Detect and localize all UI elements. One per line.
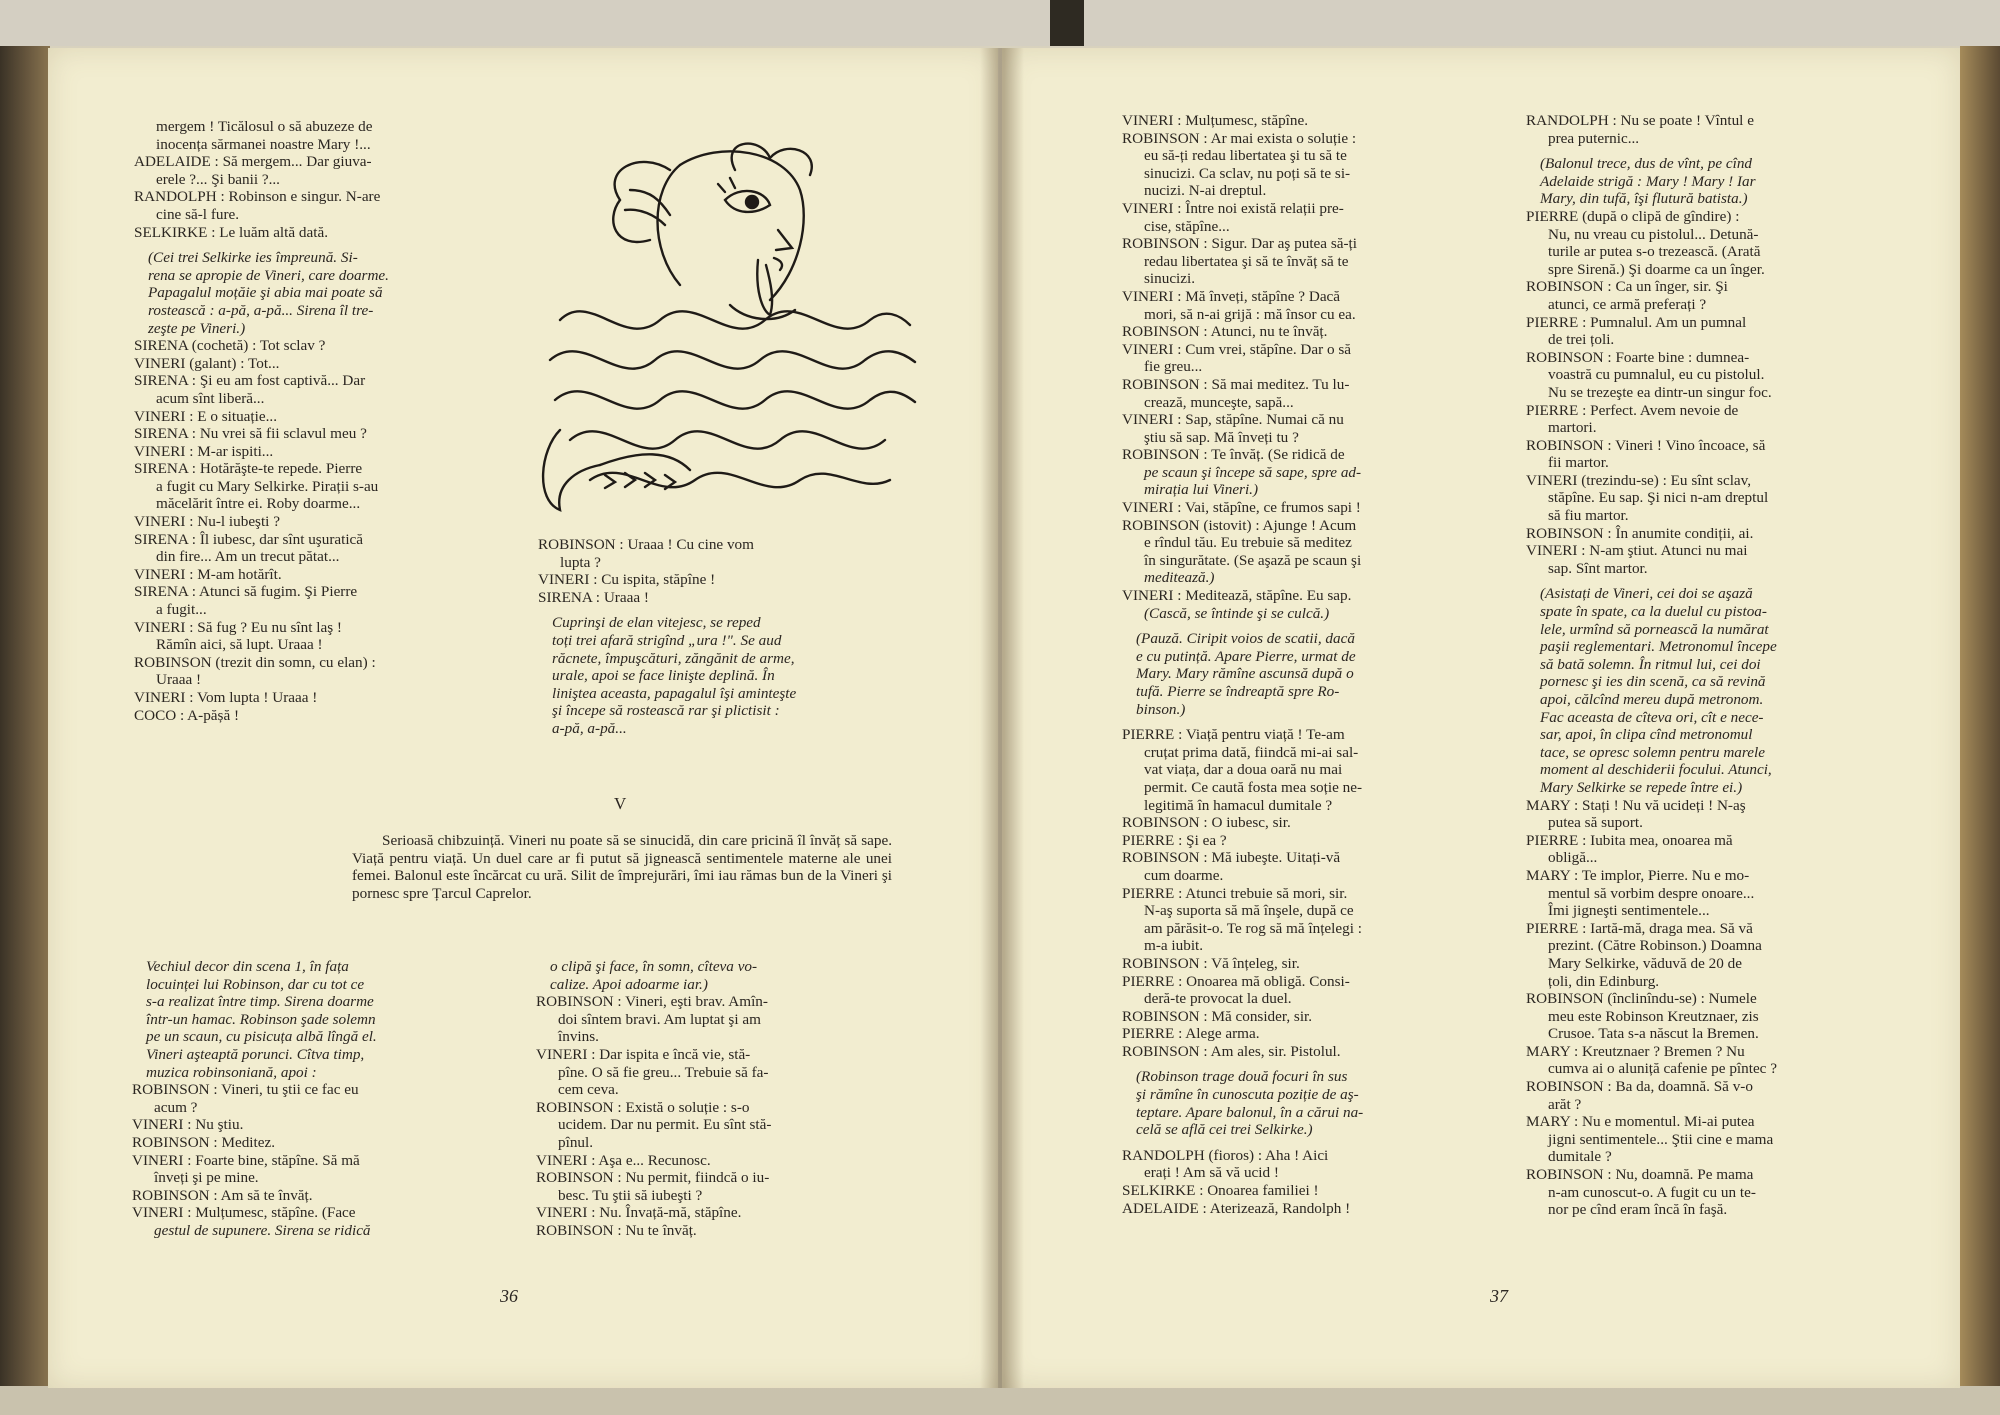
- dialogue-line: VINERI : Dar ispita e încă vie, stă-: [536, 1045, 751, 1063]
- dialogue-line: cum doarme.: [1144, 866, 1224, 884]
- dialogue-line: VINERI : M-ar ispiti...: [134, 442, 274, 460]
- stage-direction-line: şi începe să rostească rar şi plictisit :: [552, 702, 780, 720]
- dialogue-line: ROBINSON : Mă iubeşte. Uitați-vă: [1122, 849, 1341, 867]
- stage-direction-line: pe un scaun, cu pisicuța albă lîngă el.: [146, 1028, 377, 1046]
- stage-direction-line: spate în spate, ca la duelul cu pistoa-: [1540, 603, 1767, 621]
- dialogue-line: SIRENA : Atunci să fugim. Şi Pierre: [134, 583, 358, 601]
- dialogue-line: VINERI : Sap, stăpîne. Numai că nu: [1122, 411, 1344, 429]
- dialogue-line: acum ?: [154, 1098, 198, 1116]
- dialogue-line: PIERRE : Şi ea ?: [1122, 831, 1227, 849]
- stage-direction-line: celă se află cei trei Selkirke.): [1136, 1121, 1313, 1139]
- dialogue-line: redau libertatea şi să te învăț să te: [1144, 252, 1349, 270]
- dialogue-line: Nu, nu vreau cu pistolul... Detună-: [1548, 225, 1759, 243]
- dialogue-line: PIERRE : Viață pentru viață ! Te-am: [1122, 726, 1345, 744]
- dialogue-line: ROBINSON (înclinîndu-se) : Numele: [1526, 990, 1757, 1008]
- dialogue-line: obligă...: [1548, 849, 1598, 867]
- book-cover-right: [1960, 46, 2000, 1386]
- dialogue-line: SELKIRKE : Le luăm altă dată.: [134, 223, 329, 241]
- dialogue-line: n-am cunoscut-o. A fugit cu un te-: [1548, 1183, 1756, 1201]
- dialogue-line: ROBINSON : Te învăț. (Se ridică de: [1122, 446, 1345, 464]
- top-strip: [0, 0, 2000, 46]
- stage-direction-line: lele, urmînd să pornească la numărat: [1540, 620, 1769, 638]
- dialogue-line: înveți şi pe mine.: [154, 1169, 259, 1187]
- dialogue-line: MARY : Stați ! Nu vă ucideți ! N-aş: [1526, 796, 1746, 814]
- dialogue-line: ROBINSON : Foarte bine : dumnea-: [1526, 348, 1750, 366]
- dialogue-line: VINERI : Aşa e... Recunosc.: [536, 1151, 711, 1169]
- dialogue-line: VINERI : Nu. Învață-mă, stăpîne.: [536, 1204, 742, 1222]
- stage-direction-line: (Robinson trage două focuri în sus: [1136, 1068, 1348, 1086]
- stage-direction-line: moment al deschiderii focului. Atunci,: [1540, 761, 1772, 779]
- dialogue-line: MARY : Te implor, Pierre. Nu e mo-: [1526, 866, 1750, 884]
- dialogue-line: ROBINSON : Vă înțeleg, sir.: [1122, 954, 1300, 972]
- dialogue-line: ROBINSON : Uraaa ! Cu cine vom: [538, 536, 754, 553]
- stage-direction-line: rena se apropie de Vineri, care doarme.: [148, 266, 389, 284]
- stage-direction-line: locuinței lui Robinson, dar cu tot ce: [146, 975, 365, 993]
- dialogue-line: SELKIRKE : Onoarea familiei !: [1122, 1182, 1319, 1200]
- dialogue-line: în singurătate. (Se aşază pe scaun şi: [1144, 551, 1362, 569]
- spacer: [134, 241, 489, 249]
- dialogue-line: legitimă în hamacul dumitale ?: [1144, 796, 1333, 814]
- dialogue-line: putea să suport.: [1548, 814, 1643, 832]
- dialogue-line: SIRENA : Hotărăşte-te repede. Pierre: [134, 460, 363, 478]
- dialogue-line: lupta ?: [560, 553, 601, 571]
- dialogue-line: ROBINSON : Vineri, tu ştii ce fac eu: [132, 1081, 359, 1099]
- stage-direction-line: liniştea aceasta, papagalul îşi aminteşte: [552, 684, 797, 702]
- dialogue-line: turile ar putea s-o trezească. (Arată: [1548, 243, 1761, 261]
- dialogue-line: VINERI : Vai, stăpîne, ce frumos sapi !: [1122, 499, 1361, 517]
- stage-direction-line: apoi, călcînd mereu după metronom.: [1540, 691, 1764, 708]
- left-column-1-bottom: [132, 958, 484, 1240]
- stage-direction-line: e cu putință. Apare Pierre, urmat de: [1136, 647, 1356, 665]
- spacer: [1122, 1060, 1474, 1068]
- dialogue-line: PIERRE : Pumnalul. Am un pumnal: [1526, 313, 1747, 331]
- dialogue-line: cruțat prima dată, fiindcă mi-ai sal-: [1144, 743, 1359, 761]
- stage-direction-line: urale, apoi se face linişte deplină. În: [552, 667, 775, 685]
- stage-direction-line: (Asistați de Vineri, cei doi se aşază: [1540, 585, 1753, 603]
- dialogue-line: stăpîne. Eu sap. Şi nici n-am dreptul: [1548, 489, 1769, 507]
- dialogue-line: să fiu martor.: [1548, 507, 1629, 525]
- dialogue-line: fii martor.: [1548, 454, 1609, 472]
- stage-direction-line: Vineri aşteaptă porunci. Cîtva timp,: [146, 1045, 365, 1063]
- dialogue-line: ROBINSON : Ba da, doamnă. Să v-o: [1526, 1078, 1753, 1096]
- stage-direction-line: sar, apoi, în clipa cînd metronomul: [1540, 726, 1753, 744]
- stage-direction-line: rostească : a-pă, a-pă... Sirena îl tre-: [148, 301, 374, 319]
- stage-direction-line: (Balonul trece, dus de vînt, pe cînd: [1540, 155, 1753, 173]
- stage-direction-line: Cuprinşi de elan vitejesc, se reped: [552, 614, 761, 632]
- left-column-2-top: [538, 536, 890, 738]
- dialogue-line: ROBINSON : Am să te învăț.: [132, 1186, 313, 1204]
- left-column-2-bottom: [536, 958, 888, 1240]
- dialogue-line: (Cască, se întinde şi se culcă.): [1144, 604, 1330, 622]
- dialogue-line: jigni sentimentele... Ştii cine e mama: [1548, 1130, 1774, 1148]
- dialogue-line: cumva ai o aluniță cafenie pe pîntec ?: [1548, 1060, 1777, 1078]
- dialogue-line: SIRENA : Uraaa !: [538, 588, 649, 606]
- dialogue-line: VINERI : N-am ştiut. Atunci nu mai: [1526, 542, 1748, 560]
- dialogue-line: VINERI : E o situație...: [134, 407, 277, 425]
- dialogue-line: atunci, ce armă preferați ?: [1548, 295, 1707, 313]
- dialogue-line: vat viața, dar a doua oară nu mai: [1144, 761, 1343, 779]
- dialogue-line: VINERI : Cu ispita, stăpîne !: [538, 571, 716, 589]
- spacer: [1526, 577, 1878, 585]
- stage-direction-line: să bată solemn. În ritmul lui, cei doi: [1540, 655, 1761, 673]
- dialogue-line: gestul de supunere. Sirena se ridică: [154, 1221, 371, 1239]
- dialogue-line: ROBINSON : Am ales, sir. Pistolul.: [1122, 1042, 1341, 1060]
- dialogue-line: RANDOLPH : Robinson e singur. N-are: [134, 188, 381, 206]
- dialogue-line: SIRENA : Nu vrei să fii sclavul meu ?: [134, 425, 367, 443]
- right-column-1: [1122, 112, 1474, 1217]
- dialogue-line: erați ! Am să vă ucid !: [1144, 1164, 1279, 1182]
- book-spine: [1050, 0, 1084, 46]
- dialogue-line: RANDOLPH : Nu se poate ! Vîntul e: [1526, 112, 1754, 129]
- stage-direction-line: tufă. Pierre se îndreaptă spre Ro-: [1136, 683, 1340, 700]
- dialogue-line: VINERI : Mulțumesc, stăpîne. (Face: [132, 1204, 356, 1222]
- dialogue-line: prezint. (Către Robinson.) Doamna: [1548, 937, 1762, 955]
- stage-direction-line: într-un hamac. Robinson şade solemn: [146, 1010, 376, 1028]
- dialogue-line: pîne. O să fie greu... Trebuie să fa-: [558, 1063, 769, 1081]
- dialogue-line: ucidem. Dar nu permit. Eu sînt stă-: [558, 1116, 772, 1134]
- dialogue-line: mergem ! Ticălosul o să abuzeze de: [156, 118, 373, 135]
- stage-direction-line: (Cei trei Selkirke ies împreună. Si-: [148, 249, 358, 267]
- spacer: [1122, 622, 1474, 630]
- dialogue-line: MARY : Nu e momentul. Mi-ai putea: [1526, 1113, 1755, 1131]
- dialogue-line: PIERRE : Atunci trebuie să mori, sir.: [1122, 884, 1348, 902]
- stage-direction-line: a-pă, a-pă...: [552, 719, 627, 737]
- dialogue-line: cem ceva.: [558, 1081, 619, 1099]
- dialogue-line: m-a iubit.: [1144, 937, 1204, 955]
- dialogue-line: martori.: [1548, 419, 1597, 437]
- dialogue-line: ROBINSON : În anumite condiții, ai.: [1526, 524, 1754, 542]
- page-number-left: 36: [500, 1286, 518, 1306]
- dialogue-line: de trei țoli.: [1548, 331, 1615, 349]
- stage-direction-line: Mary Selkirke se repede între ei.): [1540, 778, 1743, 796]
- dialogue-line: acum sînt liberă...: [156, 389, 265, 407]
- dialogue-line: VINERI : Mulțumesc, stăpîne.: [1122, 112, 1309, 129]
- dialogue-line: a fugit cu Mary Selkirke. Pirații s-au: [156, 477, 379, 495]
- stage-direction-line: tace, se opresc solemn pentru marele: [1540, 743, 1765, 761]
- dialogue-line: doi sîntem bravi. Am luptat şi am: [558, 1010, 761, 1028]
- dialogue-line: a fugit...: [156, 601, 207, 619]
- stage-direction-line: pornesc şi ies din scenă, ca să revină: [1540, 673, 1766, 691]
- dialogue-line: ROBINSON (istovit) : Ajunge ! Acum: [1122, 516, 1357, 534]
- dialogue-line: deră-te provocat la duel.: [1144, 990, 1292, 1008]
- dialogue-line: dumitale ?: [1548, 1148, 1612, 1166]
- section-number: V: [614, 794, 627, 813]
- dialogue-line: ROBINSON : Nu te învăț.: [536, 1221, 697, 1239]
- book-cover-left: [0, 46, 50, 1386]
- dialogue-line: ROBINSON : Nu, doamnă. Pe mama: [1526, 1166, 1754, 1184]
- dialogue-line: ADELAIDE : Să mergem... Dar giuva-: [134, 153, 372, 171]
- dialogue-line: VINERI : Cum vrei, stăpîne. Dar o să: [1122, 340, 1352, 358]
- dialogue-line: PIERRE : Perfect. Avem nevoie de: [1526, 401, 1739, 419]
- dialogue-line: VINERI : Să fug ? Eu nu sînt laş !: [134, 618, 342, 636]
- dialogue-line: pe scaun şi începe să sape, spre ad-: [1144, 463, 1362, 481]
- dialogue-line: pînul.: [558, 1133, 594, 1151]
- dialogue-line: PIERRE : Iubita mea, onoarea mă: [1526, 831, 1733, 849]
- dialogue-line: VINERI : Nu ştiu.: [132, 1116, 244, 1134]
- dialogue-line: VINERI (trezindu-se) : Eu sînt sclav,: [1526, 471, 1752, 489]
- dialogue-line: fie greu...: [1144, 358, 1203, 376]
- stage-direction-line: Fac aceasta de cîteva ori, cît e nece-: [1540, 708, 1764, 726]
- dialogue-line: Uraaa !: [156, 671, 202, 689]
- dialogue-line: eu să-ți redau libertatea şi tu să te: [1144, 147, 1347, 165]
- dialogue-line: mori, să n-ai grijă : mă însor cu ea.: [1144, 305, 1356, 323]
- dialogue-line: arăt ?: [1548, 1095, 1582, 1113]
- dialogue-line: Rămîn aici, să lupt. Uraaa !: [156, 636, 323, 654]
- dialogue-line: din fire... Am un trecut pătat...: [156, 548, 340, 566]
- stage-direction-line: paşii reglementari. Metronomul începe: [1540, 638, 1777, 656]
- dialogue-line: ROBINSON : Vineri ! Vino încoace, să: [1526, 436, 1766, 454]
- dialogue-line: PIERRE : Alege arma.: [1122, 1025, 1260, 1043]
- stage-direction-line: Adelaide strigă : Mary ! Mary ! Iar: [1540, 172, 1756, 190]
- dialogue-line: SIRENA (cochetă) : Tot sclav ?: [134, 337, 326, 355]
- dialogue-line: besc. Tu ştii să iubeşti ?: [558, 1186, 703, 1204]
- dialogue-line: VINERI : M-am hotărît.: [134, 565, 282, 583]
- dialogue-line: VINERI : Mă înveți, stăpîne ? Dacă: [1122, 287, 1341, 305]
- dialogue-line: sap. Sînt martor.: [1548, 559, 1648, 577]
- dialogue-line: învins.: [558, 1028, 599, 1046]
- dialogue-line: Îmi jigneşti sentimentele...: [1548, 902, 1710, 920]
- dialogue-line: voastră cu pumnalul, eu cu pistolul.: [1548, 366, 1765, 384]
- dialogue-line: ROBINSON : Vineri, eşti brav. Amîn-: [536, 993, 768, 1011]
- dialogue-line: e rîndul tău. Eu trebuie să meditez: [1144, 534, 1352, 552]
- dialogue-line: spre Sirenă.) Şi doarme ca un înger.: [1548, 260, 1765, 278]
- stage-direction-line: Mary. Mary rămîne ascunsă după o: [1136, 665, 1354, 683]
- stage-direction-line: Papagalul moțăie şi abia mai poate să: [148, 284, 383, 302]
- dialogue-line: PIERRE : Iartă-mă, draga mea. Să vă: [1526, 919, 1753, 937]
- dialogue-line: SIRENA : Şi eu am fost captivă... Dar: [134, 372, 366, 390]
- dialogue-line: ADELAIDE : Aterizează, Randolph !: [1122, 1199, 1351, 1217]
- stage-direction-line: zeşte pe Vineri.): [148, 319, 246, 337]
- dialogue-line: ROBINSON : Sigur. Dar aş putea să-ți: [1122, 235, 1357, 253]
- dialogue-line: PIERRE : Onoarea mă obligă. Consi-: [1122, 972, 1350, 990]
- dialogue-line: sinucizi.: [1144, 270, 1196, 288]
- stage-direction-line: calize. Apoi adoarme iar.): [550, 975, 708, 993]
- dialogue-line: erele ?... Şi banii ?...: [156, 170, 280, 188]
- dialogue-line: VINERI : Între noi există relații pre-: [1122, 199, 1344, 217]
- dialogue-line: țoli, din Edinburg.: [1548, 972, 1660, 990]
- dialogue-line: VINERI : Meditează, stăpîne. Eu sap.: [1122, 587, 1352, 605]
- spacer: [1526, 147, 1878, 155]
- dialogue-line: cise, stăpîne...: [1144, 217, 1230, 235]
- dialogue-line: RANDOLPH (fioros) : Aha ! Aici: [1122, 1146, 1329, 1164]
- dialogue-line: Nu se trezeşte ea dintr-un singur foc.: [1548, 383, 1772, 401]
- dialogue-line: măcelărit între ei. Roby doarme...: [156, 495, 361, 513]
- dialogue-line: mentul să vorbim despre onoare...: [1548, 884, 1755, 902]
- stage-direction-line: Mary, din tufă, îşi flutură batista.): [1540, 190, 1748, 208]
- spacer: [1122, 718, 1474, 726]
- dialogue-line: nor pe cînd eram încă în faşă.: [1548, 1201, 1728, 1219]
- dialogue-line: ROBINSON (trezit din somn, cu elan) :: [134, 653, 376, 671]
- spacer: [538, 606, 890, 614]
- dialogue-line: ştiu să sap. Mă înveți tu ?: [1144, 428, 1299, 446]
- dialogue-line: Crusoe. Tata s-a născut la Bremen.: [1548, 1025, 1759, 1043]
- scene-summary: Serioasă chibzuință. Vineri nu poate să se sinucidă, din care pricină îl învăț să sape. Viață pentru viață. Un duel care ar fi putut să jignească sentimentele materne ale unei femei. Balonul este încărcat cu ură. Silit de împrejurări, îmi iau rămas bun de la Vineri şi pornesc spre Țarcul Caprelor.: [352, 832, 892, 902]
- dialogue-line: crează, munceşte, sapă...: [1144, 393, 1294, 411]
- dialogue-line: ROBINSON : Nu permit, fiindcă o iu-: [536, 1169, 770, 1187]
- dialogue-line: VINERI : Foarte bine, stăpîne. Să mă: [132, 1151, 360, 1169]
- dialogue-line: MARY : Kreutznaer ? Bremen ? Nu: [1526, 1042, 1745, 1060]
- dialogue-line: ROBINSON : Atunci, nu te învăț.: [1122, 323, 1328, 341]
- dialogue-line: mirația lui Vineri.): [1144, 481, 1259, 499]
- dialogue-line: SIRENA : Îl iubesc, dar sînt uşuratică: [134, 530, 364, 548]
- dialogue-line: nucizi. N-ai dreptul.: [1144, 182, 1267, 200]
- stage-direction-line: muzica robinsoniană, apoi :: [146, 1063, 317, 1081]
- stage-direction-line: toți trei afară strigînd „ura !". Se aud: [552, 631, 782, 649]
- dialogue-line: inocența sărmanei noastre Mary !...: [156, 135, 371, 153]
- stage-direction-line: răcnete, împuşcături, zăngănit de arme,: [552, 649, 795, 667]
- dialogue-line: sinucizi. Ca sclav, nu poți să te si-: [1144, 164, 1351, 182]
- dialogue-line: ROBINSON : Mă consider, sir.: [1122, 1007, 1313, 1025]
- dialogue-line: ROBINSON : Să mai meditez. Tu lu-: [1122, 375, 1350, 393]
- dialogue-line: permit. Ce caută fosta mea soție ne-: [1144, 778, 1363, 796]
- dialogue-line: ROBINSON : O iubesc, sir.: [1122, 814, 1291, 832]
- dialogue-line: meu este Robinson Kreutznaer, zis: [1548, 1007, 1759, 1025]
- dialogue-line: VINERI (galant) : Tot...: [134, 354, 280, 372]
- dialogue-line: COCO : A-pășă !: [134, 706, 240, 724]
- dialogue-line: Mary Selkirke, văduvă de 20 de: [1548, 954, 1743, 972]
- dialogue-line: VINERI : Nu-l iubeşti ?: [134, 513, 280, 531]
- left-column-1: [134, 118, 489, 724]
- dialogue-line: ROBINSON : Ar mai exista o soluție :: [1122, 129, 1357, 147]
- spacer: [1122, 1139, 1474, 1147]
- stage-direction-line: o clipă şi face, în somn, cîteva vo-: [550, 958, 758, 975]
- stage-direction-line: binson.): [1136, 700, 1186, 718]
- dialogue-line: prea puternic...: [1548, 129, 1640, 147]
- dialogue-line: N-aş suporta să mă înşele, după ce: [1144, 902, 1354, 920]
- dialogue-line: ROBINSON : Meditez.: [132, 1133, 276, 1151]
- stage-direction-line: teptare. Apare balonul, în a cărui na-: [1136, 1103, 1364, 1121]
- stage-direction-line: s-a realizat între timp. Sirena doarme: [146, 993, 374, 1011]
- dialogue-line: am părăsit-o. Te rog să mă înțelegi :: [1144, 919, 1362, 937]
- stage-direction-line: Vechiul decor din scena 1, în fața: [146, 958, 349, 975]
- dialogue-line: VINERI : Vom lupta ! Uraaa !: [134, 689, 318, 706]
- page-number-right: 37: [1490, 1286, 1508, 1306]
- dialogue-line: cine să-l fure.: [156, 205, 240, 223]
- dialogue-line: ROBINSON : Ca un înger, sir. Şi: [1526, 278, 1728, 296]
- dialogue-line: PIERRE (după o clipă de gîndire) :: [1526, 207, 1740, 225]
- mermaid-illustration: [530, 130, 920, 530]
- stage-direction-line: (Pauză. Ciripit voios de scatii, dacă: [1136, 630, 1355, 648]
- dialogue-line: meditează.): [1144, 569, 1215, 587]
- dialogue-line: ROBINSON : Există o soluție : s-o: [536, 1098, 750, 1116]
- book-gutter: [980, 48, 1024, 1388]
- right-column-2: [1526, 112, 1878, 1219]
- stage-direction-line: şi rămîne în cunoscuta poziție de aş-: [1136, 1086, 1359, 1104]
